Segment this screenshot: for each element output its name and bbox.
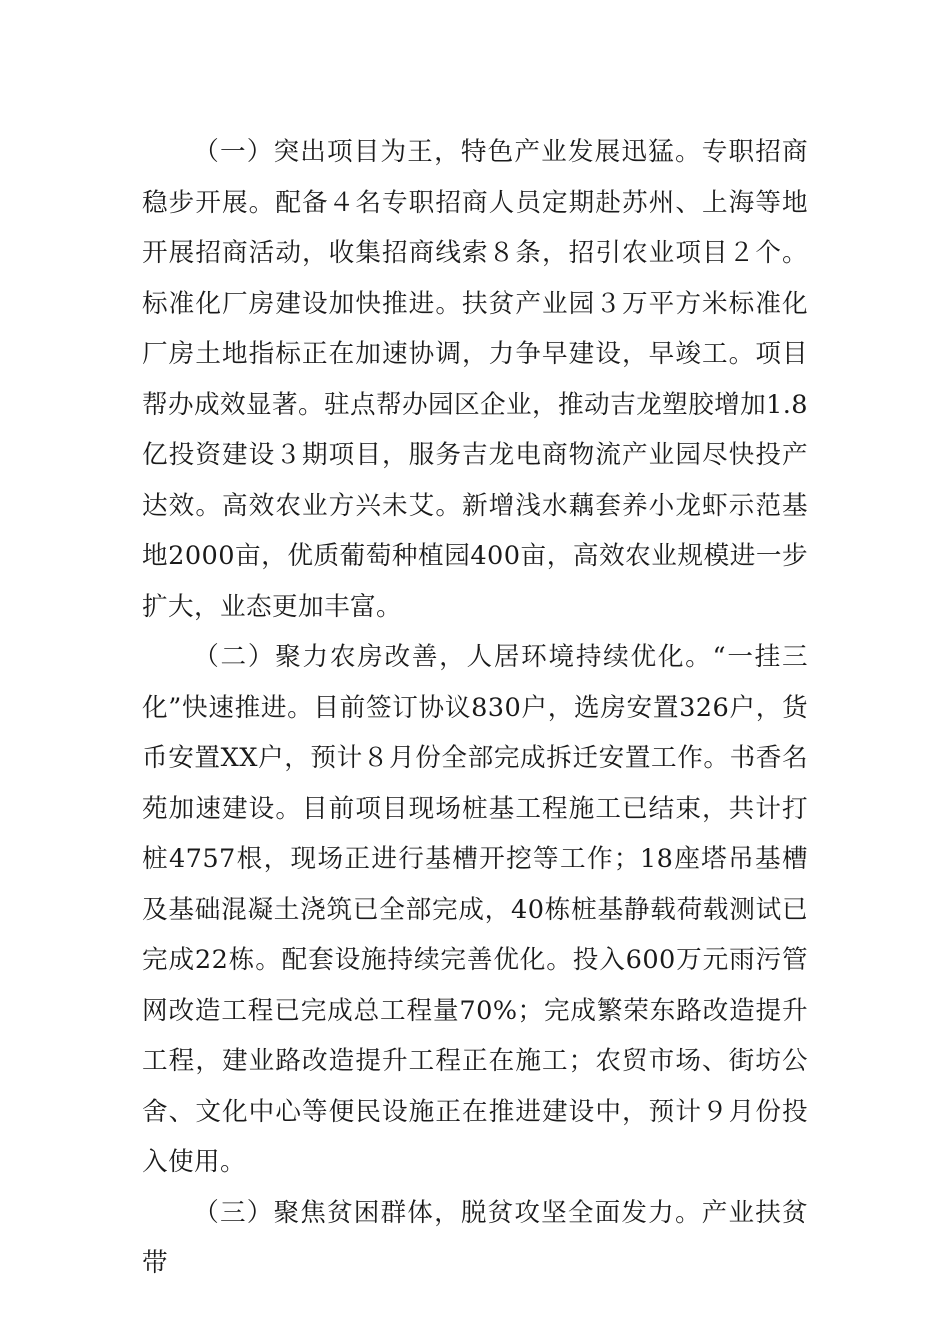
paragraph-3: （三）聚焦贫困群体，脱贫攻坚全面发力。产业扶贫带 bbox=[142, 1197, 808, 1278]
paragraph-2: （二）聚力农房改善，人居环境持续优化。“一挂三化”快速推进。目前签订协议830户，选房安置326户，货币安置XX户，预计８月份全部完成拆迁安置工作。书香名苑加速建设。目前项目现场桩基工程施工已结束，共计打桩4757根，现场正进行基槽开挖等工作；18座塔吊基槽及基础混凝土浇筑已全部完成，40栋桩基静载荷载测试已完成22栋。配套设施持续完善优化。投入600万元雨污管网改造工程已完成总工程量70%；完成繁荣东路改造提升工程，建业路改造提升工程正在施工；农贸市场、街坊公舍、文化中心等便民设施正在推进建设中，预计９月份投入使用。 bbox=[142, 642, 808, 1177]
paragraph-1: （一）突出项目为王，特色产业发展迅猛。专职招商稳步开展。配备４名专职招商人员定期赴苏州、上海等地开展招商活动，收集招商线索８条，招引农业项目２个。标准化厂房建设加快推进。扶贫产业园３万平方米标准化厂房土地指标正在加速协调，力争早建设，早竣工。项目帮办成效显著。驻点帮办园区企业，推动吉龙塑胶增加1.8亿投资建设３期项目，服务吉龙电商物流产业园尽快投产达效。高效农业方兴未艾。新增浅水藕套养小龙虾示范基地2000亩，优质葡萄种植园400亩，高效农业规模进一步扩大，业态更加丰富。 bbox=[142, 137, 808, 622]
document-body bbox=[142, 127, 808, 1289]
